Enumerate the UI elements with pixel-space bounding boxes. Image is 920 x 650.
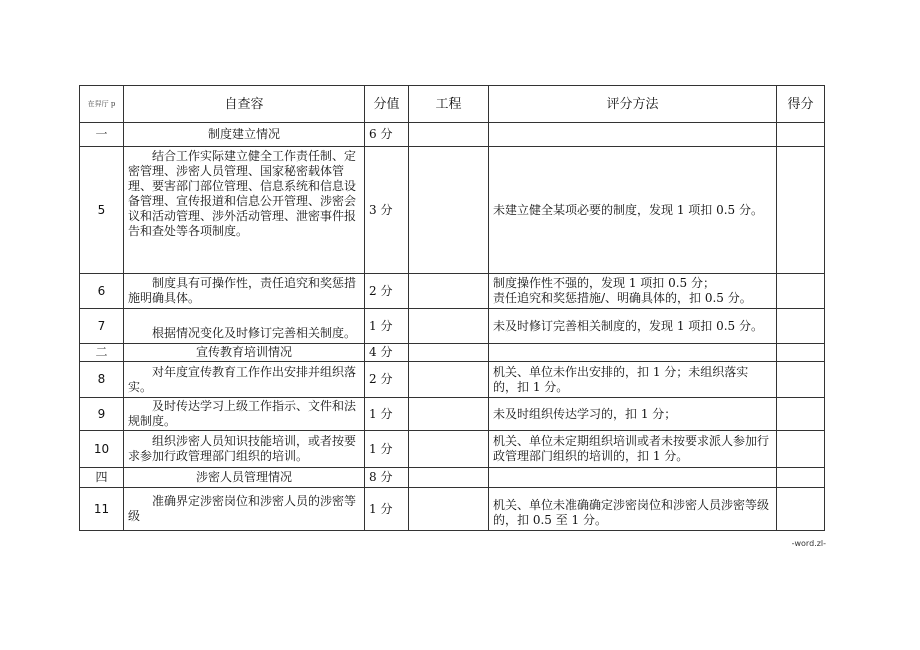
table-row — [80, 362, 825, 398]
table-row — [80, 398, 825, 431]
row-project — [409, 488, 489, 531]
header-project: 工程 — [409, 86, 489, 123]
row-item: 制度建立情况 — [124, 123, 365, 147]
row-score: 1 分 — [365, 431, 409, 468]
table-row — [80, 147, 825, 274]
row-no: 四 — [80, 468, 124, 488]
row-item: 制度具有可操作性，责任追究和奖惩措施明确具体。 — [124, 274, 365, 309]
table-row — [80, 123, 825, 147]
row-got — [777, 309, 825, 344]
table-row — [80, 488, 825, 531]
header-method: 评分方法 — [489, 86, 777, 123]
row-score: 3 分 — [365, 147, 409, 274]
header-no: 在舁厅 p — [80, 86, 124, 123]
row-project — [409, 431, 489, 468]
row-got — [777, 488, 825, 531]
header-item: 自查容 — [124, 86, 365, 123]
row-project — [409, 344, 489, 362]
row-score: 8 分 — [365, 468, 409, 488]
row-method: 机关、单位未作出安排的，扣 1 分；未组织落实的，扣 1 分。 — [489, 362, 777, 398]
row-method — [489, 123, 777, 147]
row-no: 9 — [80, 398, 124, 431]
row-score: 4 分 — [365, 344, 409, 362]
row-score: 1 分 — [365, 488, 409, 531]
row-score: 2 分 — [365, 274, 409, 309]
row-got — [777, 362, 825, 398]
row-item: 对年度宣传教育工作作出安排并组织落实。 — [124, 362, 365, 398]
row-got — [777, 468, 825, 488]
row-no: 二 — [80, 344, 124, 362]
page-footer: -word.zl- — [791, 539, 826, 548]
row-method: 机关、单位未准确确定涉密岗位和涉密人员涉密等级的，扣 0.5 至 1 分。 — [489, 488, 777, 531]
self-check-table — [79, 85, 825, 531]
row-no: 6 — [80, 274, 124, 309]
row-method — [489, 468, 777, 488]
table-row — [80, 274, 825, 309]
row-no: 5 — [80, 147, 124, 274]
row-project — [409, 123, 489, 147]
row-score: 1 分 — [365, 309, 409, 344]
table-row — [80, 431, 825, 468]
row-no: 11 — [80, 488, 124, 531]
header-got: 得分 — [777, 86, 825, 123]
table-row — [80, 309, 825, 344]
table-header-row — [80, 86, 825, 123]
row-method — [489, 344, 777, 362]
row-score: 6 分 — [365, 123, 409, 147]
row-got — [777, 147, 825, 274]
row-item: 组织涉密人员知识技能培训，或者按要求参加行政管理部门组织的培训。 — [124, 431, 365, 468]
row-item: 宣传教育培训情况 — [124, 344, 365, 362]
row-no: 7 — [80, 309, 124, 344]
row-got — [777, 344, 825, 362]
header-score: 分值 — [365, 86, 409, 123]
row-method: 制度操作性不强的，发现 1 项扣 0.5 分； 责任追究和奖惩措施/、明确具体的，扣 0.5 分。 — [489, 274, 777, 309]
row-project — [409, 468, 489, 488]
row-item: 结合工作实际建立健全工作责任制、定密管理、涉密人员管理、国家秘密载体管理、要害部门部位管理、信息系统和信息设备管理、宣传报道和信息公开管理、涉密会议和活动管理、涉外活动管理、泄密事件报告和查处等各项制度。 — [124, 147, 365, 274]
row-project — [409, 398, 489, 431]
row-got — [777, 398, 825, 431]
row-got — [777, 431, 825, 468]
row-method: 未建立健全某项必要的制度，发现 1 项扣 0.5 分。 — [489, 147, 777, 274]
row-score: 1 分 — [365, 398, 409, 431]
row-score: 2 分 — [365, 362, 409, 398]
row-item: 涉密人员管理情况 — [124, 468, 365, 488]
row-project — [409, 274, 489, 309]
row-method: 未及时组织传达学习的，扣 1 分； — [489, 398, 777, 431]
row-got — [777, 274, 825, 309]
row-method: 未及时修订完善相关制度的，发现 1 项扣 0.5 分。 — [489, 309, 777, 344]
row-item: 根据情况变化及时修订完善相关制度。 — [124, 309, 365, 344]
table-row — [80, 344, 825, 362]
row-item: 及时传达学习上级工作指示、文件和法规制度。 — [124, 398, 365, 431]
row-method: 机关、单位未定期组织培训或者未按要求派人参加行政管理部门组织的培训的，扣 1 分。 — [489, 431, 777, 468]
table-row — [80, 468, 825, 488]
row-got — [777, 123, 825, 147]
row-project — [409, 147, 489, 274]
row-item: 准确界定涉密岗位和涉密人员的涉密等级 — [124, 488, 365, 531]
row-project — [409, 309, 489, 344]
row-no: 10 — [80, 431, 124, 468]
row-no: 一 — [80, 123, 124, 147]
row-no: 8 — [80, 362, 124, 398]
row-project — [409, 362, 489, 398]
